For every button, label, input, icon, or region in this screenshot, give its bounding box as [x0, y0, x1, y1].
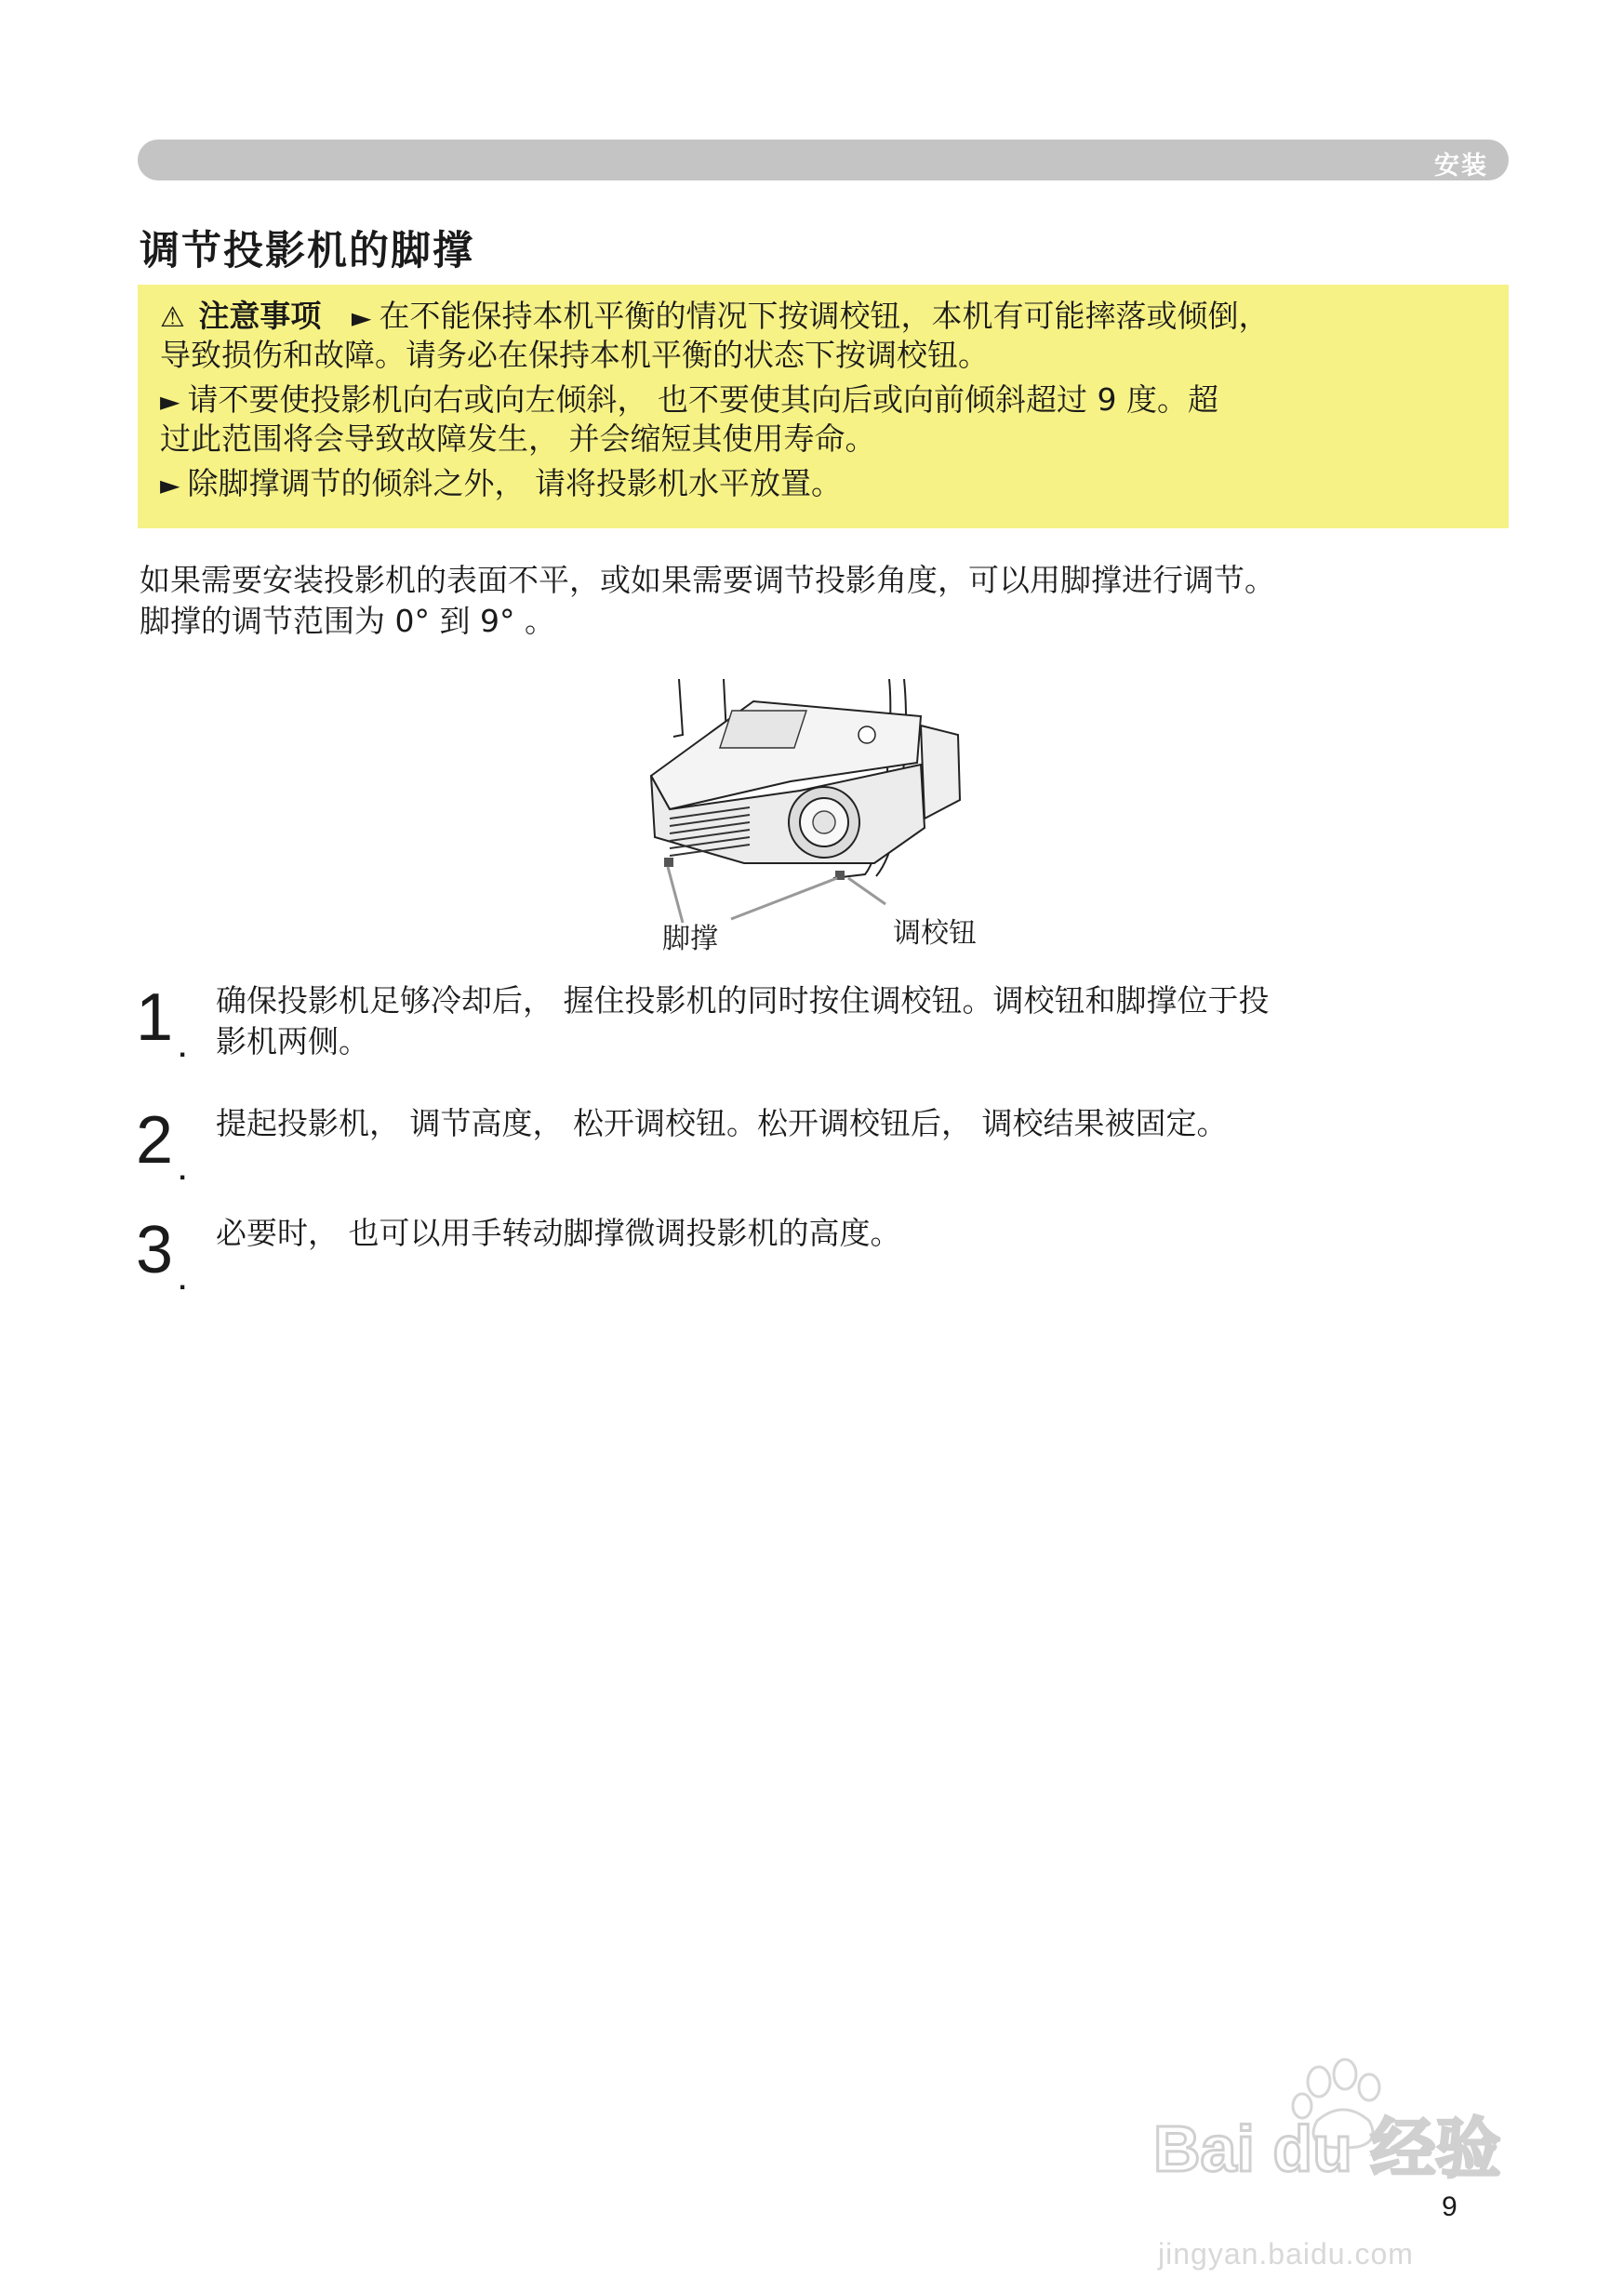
caution-line-2 — [160, 337, 989, 374]
caution-text: 过此范围将会导致故障发生， 并会缩短其使用寿命。 — [160, 420, 876, 457]
arrow-icon: ► — [160, 386, 180, 417]
caution-box — [138, 285, 1509, 528]
step-text-line: 提起投影机， 调节高度， 松开调校钮。松开调校钮后， 调校结果被固定。 — [216, 1105, 1228, 1141]
caution-line-5 — [160, 465, 842, 504]
caution-text: 请不要使投影机向右或向左倾斜， 也不要使其向后或向前倾斜超过 9 度。超 — [187, 381, 1219, 418]
watermark-brand: Bai du 经验 — [1153, 2112, 1501, 2185]
page-number: 9 — [1442, 2191, 1458, 2222]
step-text-line: 必要时， 也可以用手转动脚撑微调投影机的高度。 — [216, 1215, 901, 1251]
intro-line-1: 如果需要安装投影机的表面不平，或如果需要调节投影角度，可以用脚撑进行调节。 — [140, 562, 1275, 598]
caution-line-1 — [160, 298, 1269, 337]
foot-label: 脚撑 — [662, 923, 718, 955]
arrow-icon: ► — [160, 470, 180, 500]
step-dot: . — [179, 1032, 187, 1063]
step-number: 3 — [136, 1213, 174, 1287]
step-dot: . — [179, 1155, 187, 1186]
projector-figure — [614, 679, 1005, 958]
step-number: 1 — [136, 980, 174, 1055]
caution-line-3 — [160, 381, 1218, 420]
step-number: 2 — [136, 1103, 174, 1178]
adjuster-button-label: 调校钮 — [893, 917, 977, 950]
page-title: 调节投影机的脚撑 — [140, 228, 474, 274]
intro-line-2: 脚撑的调节范围为 0° 到 9° 。 — [140, 603, 555, 639]
step-dot: . — [179, 1265, 187, 1296]
step-text-line: 确保投影机足够冷却后， 握住投影机的同时按住调校钮。调校钮和脚撑位于投 — [216, 982, 1270, 1019]
section-label: 安装 — [1434, 152, 1488, 180]
baidu-jingyan-watermark — [1153, 2056, 1544, 2195]
arrow-icon: ► — [351, 302, 372, 333]
caution-text: 导致损伤和故障。请务必在保持本机平衡的状态下按调校钮。 — [160, 337, 989, 373]
watermark-url: jingyan.baidu.com — [1158, 2237, 1414, 2271]
caution-line-4 — [160, 420, 876, 458]
step-text-line: 影机两侧。 — [216, 1023, 369, 1059]
caution-text: 在不能保持本机平衡的情况下按调校钮，本机有可能摔落或倾倒， — [379, 298, 1270, 334]
caution-text: 除脚撑调节的倾斜之外， 请将投影机水平放置。 — [187, 465, 843, 501]
section-header-bar — [138, 140, 1509, 180]
warning-icon: ⚠ — [160, 301, 185, 334]
caution-heading: 注意事项 — [198, 298, 322, 334]
